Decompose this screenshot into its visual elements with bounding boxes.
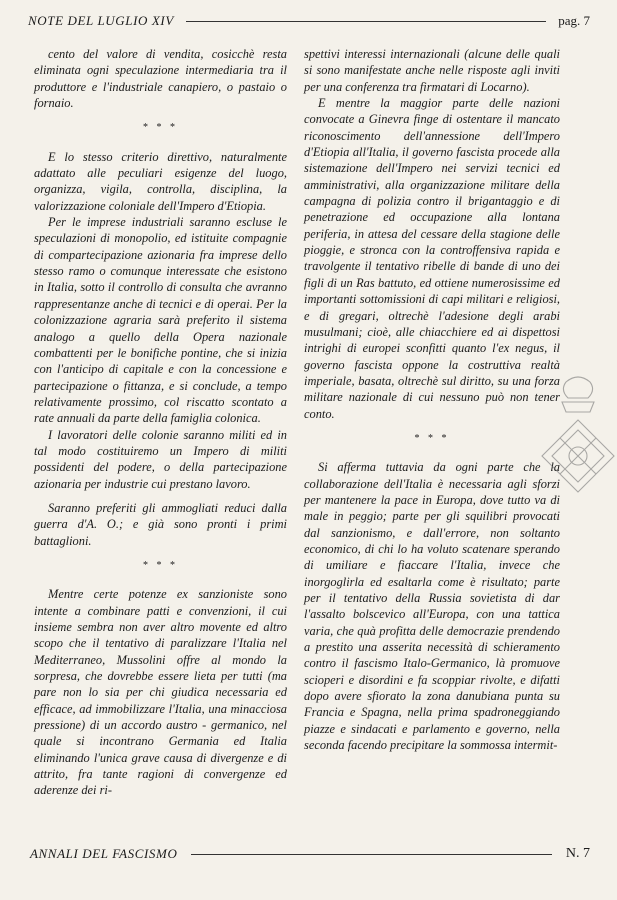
paragraph: Per le imprese industriali saranno escluse le speculazioni di monopolio, ed istituite compagnie di compartecipazione azionaria fra imprese dello stesso ramo o comunque interessate che esistono in Italia, sotto il controllo di consulta che avranno rappresentanze anche di tecnici e di operai. Per la colonizzazione agraria sarà preferito il sistema analogo a quello della Opera nazionale combattenti per le bonifiche pontine, che si inizia con l'anticipo di capitale e con la concessione e partecipazione o fittanza, e si conclude, a tempo relativamente prossimo, col riscatto scontato a rate annuali da parte della famiglia colonica. <box>34 215 287 426</box>
section-separator: * * * <box>414 432 450 444</box>
header-title: NOTE DEL LUGLIO XIV <box>28 13 174 28</box>
paragraph: Si afferma tuttavia da ogni parte che la collaborazione dell'Italia è necessaria agli sforzi per mantenere la pace in Europa, dove tutto va di male in peggio; parte per gli squilibri provocati dal sanzionismo, e dall'errore, non soltanto economico, di chi lo ha voluto scatenare sperando di umiliare e fiaccare l'Italia, invece che inorgoglirla ed esaltarla come è risultato; parte per il tentativo della Russia sovietista di dar l'assalto bolscevico all'Europa, con una tattica varia, che quà profitta delle democrazie prendendo a prestito una asserita necessità di schieramento contro il fascismo Italo-Germanico, là promuove scioperi e disordini e fa scoppiar rivolte, e difatti dopo avere sfiorato la zona danubiana punta su Francia e Spagna, nella prima spadroneggiando piazze e sindacati e parlamento e governo, nella seconda facendo precipitare la sommossa intermit- <box>304 460 560 753</box>
paragraph: Mentre certe potenze ex sanzioniste sono intente a combinare patti e convenzioni, il cui insieme sembra non aver altro movente ed altro scopo che il tentativo di paralizzare l'Italia nel Mediterraneo, Mussolini offre al mondo la sorpresa, che dovrebbe essere lieta per tutti (ma pare non lo sia per chi giudica necessaria ed efficace, ad immobilizzare l'Italia, una minacciosa pressione) di un accordo austro - germanico, nel quale si incontrano Germania ed Italia eliminando l'unica grave causa di divergenze e di attrito, fra tante ragioni di convergenze ed aderenze dei ri- <box>34 587 287 798</box>
header-rule <box>186 21 546 22</box>
left-column <box>34 46 287 799</box>
paragraph: E lo stesso criterio direttivo, naturalmente adattato alle peculiari esigenze del luogo, organizza, vigila, controlla, disciplina, la valorizzazione coloniale dell'Impero d'Etiopia. <box>34 149 287 213</box>
paragraph: cento del valore di vendita, cosicchè resta eliminata ogni speculazione intermediaria tra il produttore e l'industriale canapiero, o pastaio o fornaio. <box>34 47 287 111</box>
paragraph: spettivi interessi internazionali (alcune delle quali si sono manifestate anche nelle risposte agli inviti per una conferenza tra firmatari di Locarno). <box>304 47 560 94</box>
footer-rule <box>191 854 551 855</box>
paragraph: Saranno preferiti gli ammogliati reduci dalla guerra d'A. O.; e già sono pronti i primi battaglioni. <box>34 500 287 548</box>
running-header <box>28 10 590 32</box>
right-column <box>304 46 560 753</box>
page-number: pag. 7 <box>558 13 590 28</box>
running-footer <box>30 843 590 865</box>
section-separator: * * * <box>143 122 178 134</box>
library-stamp-icon <box>538 372 617 530</box>
paragraph: I lavoratori delle colonie saranno militi ed in tal modo costituiremo un Impero di militi possidenti del podere, o della partecipazione azionaria per industrie cui prestano lavoro. <box>34 427 287 491</box>
paragraph: E mentre la maggior parte delle nazioni convocate a Ginevra finge di ostentare il mancato riconoscimento dell'annessione dell'Impero d'Etiopia all'Italia, il governo fascista procede alla sistemazione dell'Impero nei servizi tecnici ed amministrativi, alla organizzazione militare della campagna di polizia contro il brigantaggio e di penetrazione ed occupazione alla lontana periferia, in attesa del cessare della stagione delle pioggie, e stronca con la controffensiva rapida e travolgente il tentativo ribelle di bande di uno dei figli di un Ras battuto, ed ottiene numerosissime ed importanti sottomissioni di capi militari e religiosi, e di gregari, oltrechè l'adesione degli arabi musulmani; cioè, alle chiacchiere ed ai dispettosi intrighi di europei sconfitti quanto l'ex negus, il governo fascista oppone la costruttiva realtà imperiale, basata, oltrechè sul diritto, su una forza militare nazionale di cui nessuno può non tener conto. <box>304 96 560 421</box>
footer-title: ANNALI DEL FASCISMO <box>30 846 178 861</box>
section-separator: * * * <box>143 559 178 571</box>
issue-number: N. 7 <box>565 846 590 861</box>
